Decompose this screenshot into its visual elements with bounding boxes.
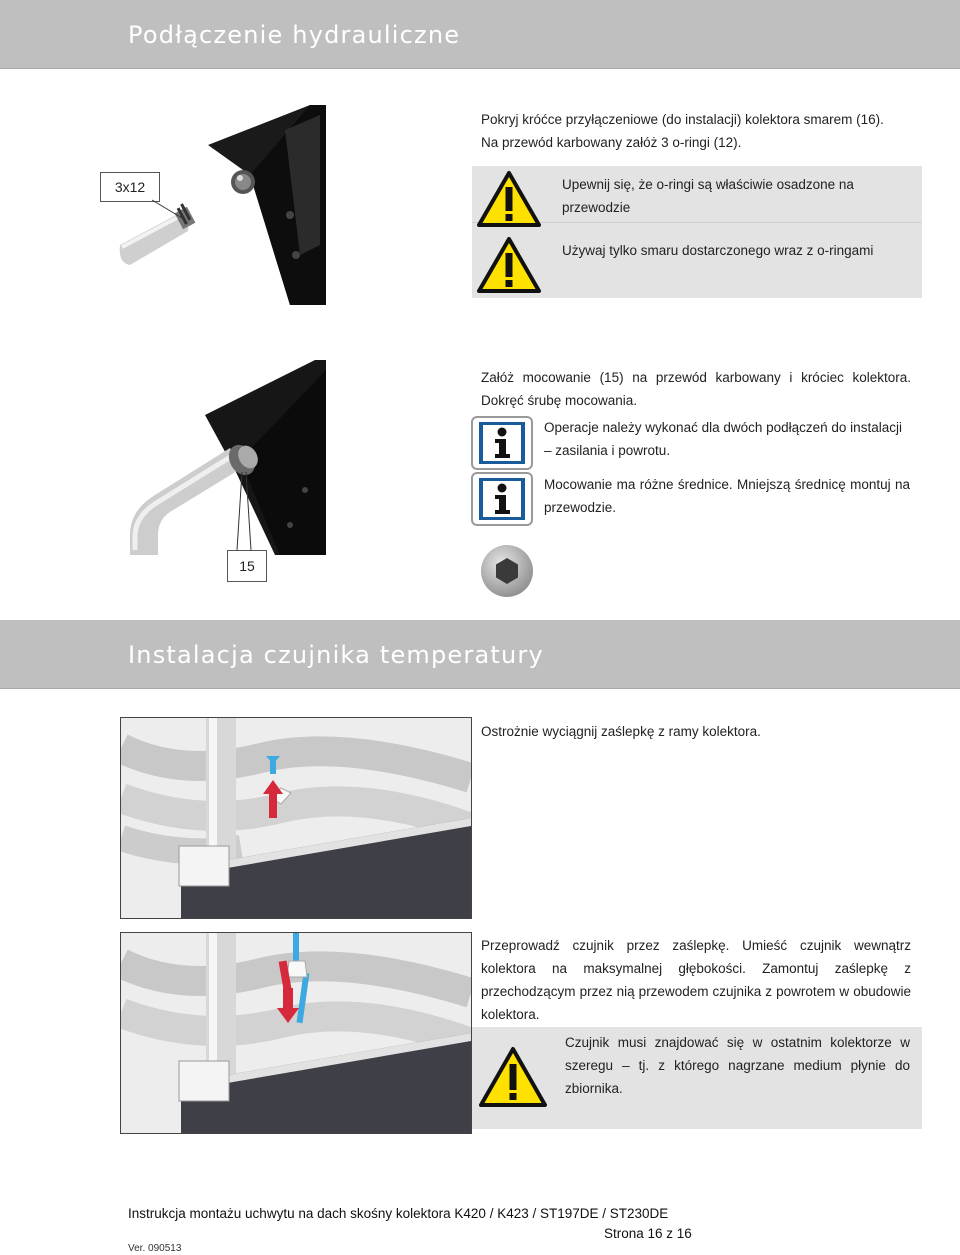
sensor-step2-text: Przeprowadź czujnik przez zaślepkę. Umieść czujnik wewnątrz kolektora na maksymalnej głębokości. Zamontuj zaślepkę z przechodzącym przez nią przewodem czujnika z powrotem w obudowie kolektora.: [481, 938, 911, 1022]
section-title: Podłączenie hydrauliczne: [128, 21, 461, 49]
illustration-orings: [100, 105, 330, 305]
step1-text: Pokryj króćce przyłączeniowe (do instalacji) kolektora smarem (16). Na przewód karbowany załóż 3 o-ringi (12).: [481, 112, 884, 150]
illustration-insert-sensor: [120, 932, 472, 1134]
info-text-diameters: Mocowanie ma różne średnice. Mniejszą średnicę montuj na przewodzie.: [544, 477, 910, 515]
info-icon: [471, 416, 533, 470]
info-icon: [471, 472, 533, 526]
illustration-remove-cap: [120, 717, 472, 919]
footer-document-title: Instrukcja montażu uchwytu na dach skośny kolektora K420 / K423 / ST197DE / ST230DE: [128, 1206, 669, 1221]
hex-key-icon: [479, 543, 535, 599]
footer-page-number: Strona 16 z 16: [604, 1226, 692, 1241]
warning-text-sensor: Czujnik musi znajdować się w ostatnim kolektorze w szeregu – tj. z którego nagrzane medium płynie do zbiornika.: [565, 1035, 910, 1096]
warning-text-grease: Używaj tylko smaru dostarczonego wraz z o-ringami: [562, 243, 874, 258]
callout-3x12: 3x12: [100, 172, 160, 202]
warning-icon: [476, 170, 542, 228]
warning-text-orings: Upewnij się, że o-ringi są właściwie osadzone na przewodzie: [562, 177, 854, 215]
callout-leader-line: [150, 198, 184, 220]
callout-15: 15: [227, 550, 267, 582]
callout-leader-line: [234, 470, 254, 552]
sensor-step1-text: Ostrożnie wyciągnij zaślepkę z ramy kolektora.: [481, 724, 761, 739]
section-title: Instalacja czujnika temperatury: [128, 641, 544, 669]
section-header-hydraulic: [0, 0, 960, 69]
illustration-clamp: [130, 360, 330, 555]
warning-icon: [478, 1046, 548, 1108]
info-text-two-connections: Operacje należy wykonać dla dwóch podłączeń do instalacji – zasilania i powrotu.: [544, 420, 902, 458]
section-header-sensor: [0, 620, 960, 689]
footer-version: Ver. 090513: [128, 1243, 182, 1254]
warning-icon: [476, 236, 542, 294]
step2-text: Załóż mocowanie (15) na przewód karbowany i króciec kolektora. Dokręć śrubę mocowania.: [481, 370, 911, 408]
